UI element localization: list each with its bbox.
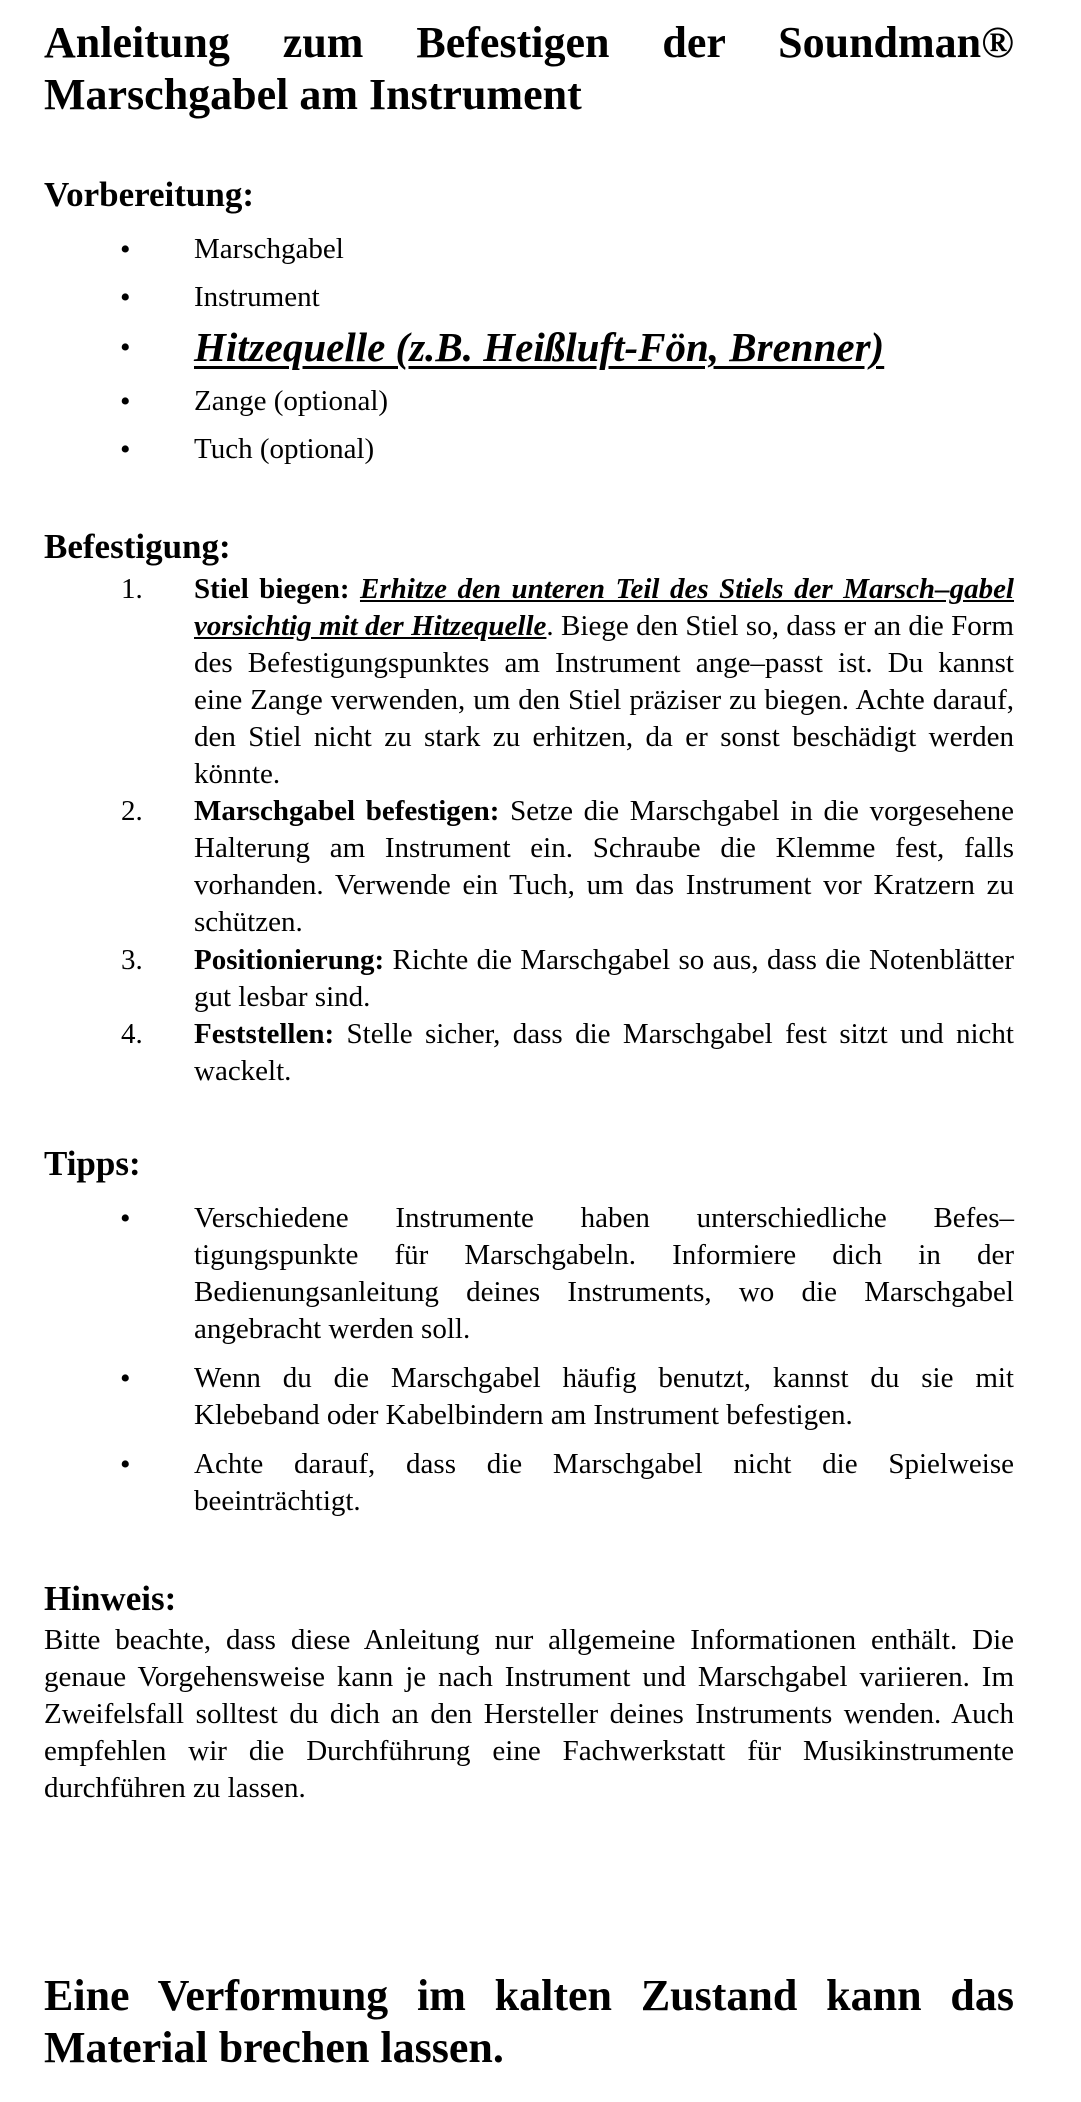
bullet-icon: •	[120, 1202, 131, 1235]
bullet-icon: •	[120, 233, 131, 266]
step-text	[194, 793, 1014, 941]
step-label: Positionierung:	[194, 944, 385, 976]
bullet-icon: •	[120, 433, 131, 466]
step-label: Feststellen:	[194, 1018, 335, 1050]
step-body: Richte die Marschgabel so aus, dass die Notenblätter gut lesbar sind.	[194, 944, 1014, 1013]
bullet-icon: •	[120, 281, 131, 314]
warning-text: Eine Verformung im kalten Zustand kann das Material brechen lassen.	[44, 1971, 1014, 2072]
bullet-icon: •	[120, 1448, 131, 1481]
step-number: 1.	[121, 573, 143, 605]
mounting-heading: Befestigung:	[44, 527, 231, 566]
step-label: Stiel biegen:	[194, 573, 350, 605]
step-number: 3.	[121, 944, 143, 976]
step-emphasis: Erhitze den unteren Teil des Stiels der Marsch–gabel vorsichtig mit der Hitzequelle	[194, 573, 1014, 642]
preparation-heading: Vorbereitung:	[44, 175, 254, 214]
step-text	[194, 942, 1014, 1016]
heat-source-item-text: Hitzequelle (z.B. Heißluft-Fön, Brenner)	[194, 324, 885, 370]
step-body: . Biege den Stiel so, dass er an die Form des Befestigungspunktes am Instrument ange–passt ist. Du kannst eine Zange verwenden, um den Stiel präziser zu biegen. Achte darauf, den Stiel nicht zu stark zu erhitzen, da er sonst beschädigt werden könnte.	[194, 610, 1014, 790]
tip-text: Wenn du die Marschgabel häufig benutzt, kannst du sie mit Klebeband oder Kabelbindern am Instrument befestigen.	[194, 1362, 1014, 1431]
preparation-item-text: Marschgabel	[194, 233, 344, 265]
tip-text: Achte darauf, dass die Marschgabel nicht die Spielweise beeinträchtigt.	[194, 1448, 1014, 1517]
step-number: 4.	[121, 1018, 143, 1050]
note-heading: Hinweis:	[44, 1579, 177, 1618]
step-body: Stelle sicher, dass die Marschgabel fest sitzt und nicht wackelt.	[194, 1018, 1014, 1087]
bullet-icon: •	[120, 385, 131, 418]
document-title: Anleitung zum Befestigen der Soundman® Marschgabel am Instrument	[44, 18, 1014, 119]
tip-text: Verschiedene Instrumente haben unterschiedliche Befes–tigungspunkte für Marschgabeln. Informiere dich in der Bedienungsanleitung deines Instruments, wo die Marschgabel angebracht werden soll.	[194, 1202, 1014, 1345]
step-body: Setze die Marschgabel in die vorgesehene Halterung am Instrument ein. Schraube die Klemme fest, falls vorhanden. Verwende ein Tuch, um das Instrument vor Kratzern zu schützen.	[194, 795, 1014, 938]
tips-heading: Tipps:	[44, 1144, 141, 1183]
preparation-item-text: Instrument	[194, 281, 320, 313]
bullet-icon: •	[120, 1362, 131, 1395]
note-text: Bitte beachte, dass diese Anleitung nur allgemeine Informationen enthält. Die genaue Vorgehensweise kann je nach Instrument und Marschgabel variieren. Im Zweifelsfall solltest du dich an den Hersteller deines Instruments wenden. Auch empfehlen wir die Durchführung eine Fachwerkstatt für Musikinstrumente durchführen zu lassen.	[44, 1624, 1014, 1804]
step-label: Marschgabel befestigen:	[194, 795, 500, 827]
preparation-item-text: Tuch (optional)	[194, 433, 375, 465]
bullet-icon: •	[120, 331, 131, 364]
step-text	[194, 571, 1014, 793]
step-text	[194, 1016, 1014, 1090]
step-number: 2.	[121, 795, 143, 827]
preparation-item-text: Zange (optional)	[194, 385, 389, 417]
